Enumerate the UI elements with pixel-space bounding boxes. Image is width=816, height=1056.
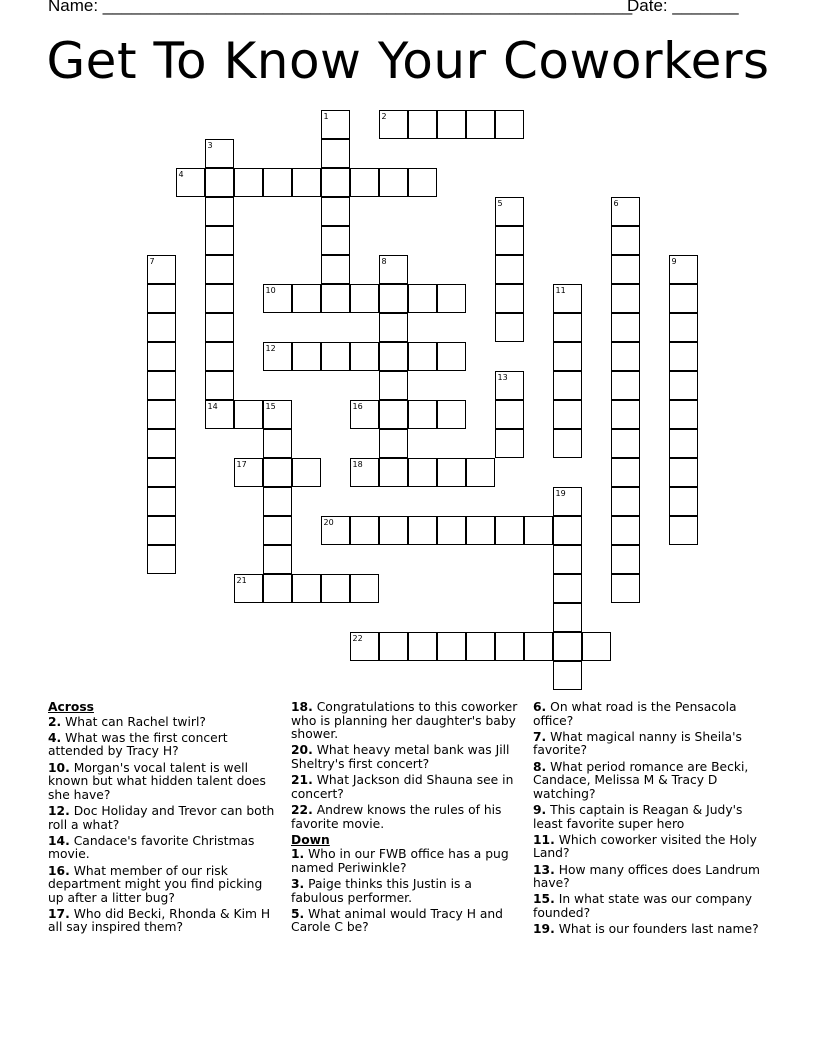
grid-cell[interactable] xyxy=(379,458,408,487)
clue-number: 18. xyxy=(291,700,313,714)
grid-cell[interactable] xyxy=(234,574,263,603)
clue-text: What is our founders last name? xyxy=(554,922,759,937)
grid-cell[interactable] xyxy=(466,632,495,661)
grid-cell[interactable] xyxy=(234,168,263,197)
grid-cell[interactable] xyxy=(611,371,640,400)
grid-cell[interactable] xyxy=(147,516,176,545)
grid-cell[interactable] xyxy=(263,516,292,545)
grid-cell[interactable] xyxy=(350,342,379,371)
clue-number: 12. xyxy=(48,803,70,818)
grid-cell[interactable] xyxy=(669,255,698,284)
clue-text: What Jackson did Shauna see in concert? xyxy=(291,773,514,801)
grid-cell[interactable] xyxy=(379,400,408,429)
grid-cell[interactable] xyxy=(524,632,553,661)
grid-cell[interactable] xyxy=(611,255,640,284)
grid-cell[interactable] xyxy=(147,342,176,371)
grid-cell[interactable] xyxy=(408,516,437,545)
clue-item xyxy=(291,848,523,875)
clue-text: Who in our FWB office has a pug named Periwinkle? xyxy=(291,847,509,875)
clue-item xyxy=(291,908,523,935)
grid-cell[interactable] xyxy=(205,226,234,255)
grid-cell[interactable] xyxy=(437,458,466,487)
clue-number: 7 xyxy=(149,257,155,266)
clue-number: 9 xyxy=(671,257,677,266)
clue-item xyxy=(291,774,523,801)
grid-cell[interactable] xyxy=(495,429,524,458)
grid-cell[interactable] xyxy=(408,632,437,661)
grid-cell[interactable] xyxy=(350,168,379,197)
clue-text: Candace's favorite Christmas movie. xyxy=(48,833,255,862)
clue-number: 12 xyxy=(265,344,276,353)
clue-number: 2. xyxy=(48,714,62,729)
clue-number: 22. xyxy=(291,802,313,817)
grid-cell[interactable] xyxy=(553,313,582,342)
grid-cell[interactable] xyxy=(321,342,350,371)
grid-cell[interactable] xyxy=(611,284,640,313)
grid-cell[interactable] xyxy=(495,284,524,313)
grid-cell[interactable] xyxy=(611,487,640,516)
grid-cell[interactable] xyxy=(553,284,582,313)
clue-number: 2 xyxy=(381,112,387,121)
grid-cell[interactable] xyxy=(350,632,379,661)
grid-cell[interactable] xyxy=(553,371,582,400)
grid-cell[interactable] xyxy=(205,371,234,400)
grid-cell[interactable] xyxy=(147,487,176,516)
clue-item xyxy=(48,732,280,759)
clue-number: 1. xyxy=(291,847,305,862)
clue-item xyxy=(291,701,523,742)
clue-text: What animal would Tracy H and Carole C be? xyxy=(291,906,503,935)
grid-cell[interactable] xyxy=(292,458,321,487)
clue-text: In what state was our company founded? xyxy=(533,892,753,920)
clue-text: How many offices does Landrum have? xyxy=(533,862,761,891)
grid-cell[interactable] xyxy=(437,284,466,313)
grid-cell[interactable] xyxy=(321,516,350,545)
clue-number: 19. xyxy=(533,922,555,937)
grid-cell[interactable] xyxy=(495,400,524,429)
grid-cell[interactable] xyxy=(205,400,234,429)
clue-number: 11 xyxy=(555,286,566,295)
grid-cell[interactable] xyxy=(553,429,582,458)
clue-column-2 xyxy=(291,701,523,938)
grid-cell[interactable] xyxy=(437,400,466,429)
grid-cell[interactable] xyxy=(495,516,524,545)
grid-cell[interactable] xyxy=(379,255,408,284)
page-title: Get To Know Your Coworkers xyxy=(46,32,770,90)
clue-column-3 xyxy=(533,701,773,939)
clue-number: 20 xyxy=(323,518,334,527)
clue-item xyxy=(533,731,773,758)
grid-cell[interactable] xyxy=(350,516,379,545)
grid-cell[interactable] xyxy=(321,226,350,255)
grid-cell[interactable] xyxy=(147,284,176,313)
grid-cell[interactable] xyxy=(611,197,640,226)
clue-item xyxy=(533,923,773,937)
clue-number: 9. xyxy=(533,802,547,817)
grid-cell[interactable] xyxy=(263,458,292,487)
clue-text: Doc Holiday and Trevor can both roll a what? xyxy=(48,803,275,832)
clue-number: 6. xyxy=(533,700,547,714)
grid-cell[interactable] xyxy=(147,371,176,400)
grid-cell[interactable] xyxy=(147,429,176,458)
grid-cell[interactable] xyxy=(408,400,437,429)
clue-number: 7. xyxy=(533,729,547,744)
grid-cell[interactable] xyxy=(408,284,437,313)
clue-item xyxy=(291,744,523,771)
grid-cell[interactable] xyxy=(611,226,640,255)
grid-cell[interactable] xyxy=(147,313,176,342)
clue-number: 13 xyxy=(497,373,508,382)
grid-cell[interactable] xyxy=(669,400,698,429)
clue-number: 15 xyxy=(265,402,276,411)
clue-text: Which coworker visited the Holy Land? xyxy=(533,832,757,861)
grid-cell[interactable] xyxy=(292,284,321,313)
grid-cell[interactable] xyxy=(263,545,292,574)
grid-cell[interactable] xyxy=(263,284,292,313)
grid-cell[interactable] xyxy=(234,458,263,487)
clue-number: 10. xyxy=(48,760,70,775)
clue-item xyxy=(533,761,773,802)
grid-cell[interactable] xyxy=(495,197,524,226)
clue-text: Paige thinks this Justin is a fabulous performer. xyxy=(291,877,472,905)
grid-cell[interactable] xyxy=(437,516,466,545)
grid-cell[interactable] xyxy=(611,458,640,487)
grid-cell[interactable] xyxy=(350,574,379,603)
grid-cell[interactable] xyxy=(437,342,466,371)
grid-cell[interactable] xyxy=(379,516,408,545)
clue-number: 21. xyxy=(291,773,313,788)
grid-cell[interactable] xyxy=(495,255,524,284)
grid-cell[interactable] xyxy=(205,313,234,342)
clue-text: What magical nanny is Sheila's favorite? xyxy=(533,729,742,758)
grid-cell[interactable] xyxy=(466,110,495,139)
grid-cell[interactable] xyxy=(321,574,350,603)
clue-item xyxy=(48,716,280,730)
grid-cell[interactable] xyxy=(263,168,292,197)
grid-cell[interactable] xyxy=(553,632,582,661)
grid-cell[interactable] xyxy=(321,197,350,226)
clue-number: 13. xyxy=(533,862,555,877)
clue-number: 17. xyxy=(48,906,70,921)
grid-cell[interactable] xyxy=(379,313,408,342)
clue-item xyxy=(533,804,773,831)
grid-cell[interactable] xyxy=(669,313,698,342)
grid-cell[interactable] xyxy=(669,516,698,545)
clue-number: 20. xyxy=(291,743,313,758)
clue-number: 3 xyxy=(207,141,213,150)
grid-cell[interactable] xyxy=(379,168,408,197)
grid-cell[interactable] xyxy=(205,255,234,284)
clue-number: 14. xyxy=(48,833,70,848)
grid-cell[interactable] xyxy=(495,110,524,139)
grid-cell[interactable] xyxy=(553,545,582,574)
clue-number: 16 xyxy=(352,402,363,411)
grid-cell[interactable] xyxy=(495,226,524,255)
clue-number: 5. xyxy=(291,906,305,921)
clue-number: 18 xyxy=(352,460,363,469)
grid-cell[interactable] xyxy=(611,545,640,574)
clue-number: 21 xyxy=(236,576,247,585)
clue-text: What was the first concert attended by Tracy H? xyxy=(48,730,228,759)
grid-cell[interactable] xyxy=(321,168,350,197)
grid-cell[interactable] xyxy=(379,342,408,371)
grid-cell[interactable] xyxy=(205,342,234,371)
grid-cell[interactable] xyxy=(147,545,176,574)
clue-text: Andrew knows the rules of his favorite movie. xyxy=(291,802,502,831)
grid-cell[interactable] xyxy=(437,632,466,661)
grid-cell[interactable] xyxy=(553,487,582,516)
grid-cell[interactable] xyxy=(350,458,379,487)
grid-cell[interactable] xyxy=(350,400,379,429)
clue-text: Congratulations to this coworker who is planning her daughter's baby shower. xyxy=(291,700,518,742)
grid-cell[interactable] xyxy=(553,661,582,690)
clue-number: 15. xyxy=(533,892,555,907)
clue-item xyxy=(48,865,280,906)
grid-cell[interactable] xyxy=(669,371,698,400)
grid-cell[interactable] xyxy=(611,400,640,429)
clue-text: What period romance are Becki, Candace, Melissa M & Tracy D watching? xyxy=(533,759,749,801)
clue-number: 6 xyxy=(613,199,619,208)
grid-cell[interactable] xyxy=(350,284,379,313)
grid-cell[interactable] xyxy=(408,458,437,487)
grid-cell[interactable] xyxy=(263,400,292,429)
clue-column-1 xyxy=(48,701,280,938)
grid-cell[interactable] xyxy=(495,632,524,661)
grid-cell[interactable] xyxy=(147,458,176,487)
clue-text: What heavy metal bank was Jill Sheltry's first concert? xyxy=(291,743,510,771)
clue-item xyxy=(48,805,280,832)
clue-number: 16. xyxy=(48,863,70,878)
grid-cell[interactable] xyxy=(408,342,437,371)
grid-cell[interactable] xyxy=(379,429,408,458)
grid-cell[interactable] xyxy=(611,342,640,371)
grid-cell[interactable] xyxy=(611,574,640,603)
grid-cell[interactable] xyxy=(669,487,698,516)
clue-item xyxy=(48,908,280,935)
clue-item xyxy=(48,835,280,862)
grid-cell[interactable] xyxy=(321,255,350,284)
clue-number: 5 xyxy=(497,199,503,208)
clue-number: 3. xyxy=(291,877,305,892)
grid-cell[interactable] xyxy=(147,400,176,429)
clue-number: 4. xyxy=(48,730,62,745)
grid-cell[interactable] xyxy=(321,284,350,313)
clue-text: Who did Becki, Rhonda & Kim H all say inspired them? xyxy=(48,906,271,935)
down-heading: Down xyxy=(291,832,330,847)
across-heading: Across xyxy=(48,700,94,714)
clue-number: 19 xyxy=(555,489,566,498)
clue-text: What can Rachel twirl? xyxy=(61,714,206,729)
grid-cell[interactable] xyxy=(379,371,408,400)
date-field[interactable]: Date: _______ xyxy=(627,0,739,15)
grid-cell[interactable] xyxy=(582,632,611,661)
grid-cell[interactable] xyxy=(263,574,292,603)
grid-cell[interactable] xyxy=(611,429,640,458)
grid-cell[interactable] xyxy=(611,516,640,545)
grid-cell[interactable] xyxy=(234,400,263,429)
clue-number: 11. xyxy=(533,832,555,847)
grid-cell[interactable] xyxy=(611,313,640,342)
clue-item xyxy=(533,864,773,891)
grid-cell[interactable] xyxy=(176,168,205,197)
clue-item xyxy=(533,834,773,861)
grid-cell[interactable] xyxy=(495,371,524,400)
clue-text: What member of our risk department might you find picking up after a litter bug? xyxy=(48,863,263,905)
clue-item xyxy=(533,893,773,920)
clue-text: On what road is the Pensacola office? xyxy=(533,700,737,728)
grid-cell[interactable] xyxy=(263,342,292,371)
clue-number: 8. xyxy=(533,759,547,774)
clue-text: Morgan's vocal talent is well known but what hidden talent does she have? xyxy=(48,760,266,802)
grid-cell[interactable] xyxy=(553,342,582,371)
clue-item xyxy=(533,701,773,728)
clue-item xyxy=(291,878,523,905)
grid-cell[interactable] xyxy=(205,168,234,197)
clue-number: 22 xyxy=(352,634,363,643)
grid-cell[interactable] xyxy=(669,342,698,371)
clue-number: 1 xyxy=(323,112,329,121)
grid-cell[interactable] xyxy=(669,458,698,487)
grid-cell[interactable] xyxy=(379,110,408,139)
clue-text: This captain is Reagan & Judy's least favorite super hero xyxy=(533,802,743,831)
grid-cell[interactable] xyxy=(553,400,582,429)
grid-cell[interactable] xyxy=(495,313,524,342)
grid-cell[interactable] xyxy=(263,487,292,516)
clue-item xyxy=(291,804,523,831)
grid-cell[interactable] xyxy=(466,458,495,487)
grid-cell[interactable] xyxy=(292,574,321,603)
clue-number: 14 xyxy=(207,402,218,411)
grid-cell[interactable] xyxy=(408,168,437,197)
clue-number: 4 xyxy=(178,170,184,179)
grid-cell[interactable] xyxy=(466,516,495,545)
grid-cell[interactable] xyxy=(205,284,234,313)
grid-cell[interactable] xyxy=(553,603,582,632)
grid-cell[interactable] xyxy=(379,284,408,313)
grid-cell[interactable] xyxy=(205,139,234,168)
grid-cell[interactable] xyxy=(263,429,292,458)
grid-cell[interactable] xyxy=(553,516,582,545)
grid-cell[interactable] xyxy=(408,110,437,139)
grid-cell[interactable] xyxy=(205,197,234,226)
name-field[interactable]: Name: ________________________________________________________ xyxy=(48,0,633,15)
clue-item xyxy=(48,762,280,803)
grid-cell[interactable] xyxy=(292,342,321,371)
clue-number: 8 xyxy=(381,257,387,266)
grid-cell[interactable] xyxy=(669,284,698,313)
grid-cell[interactable] xyxy=(524,516,553,545)
clue-number: 17 xyxy=(236,460,247,469)
grid-cell[interactable] xyxy=(437,110,466,139)
grid-cell[interactable] xyxy=(321,139,350,168)
grid-cell[interactable] xyxy=(669,429,698,458)
grid-cell[interactable] xyxy=(379,632,408,661)
grid-cell[interactable] xyxy=(147,255,176,284)
grid-cell[interactable] xyxy=(553,574,582,603)
grid-cell[interactable] xyxy=(321,110,350,139)
clue-number: 10 xyxy=(265,286,276,295)
grid-cell[interactable] xyxy=(292,168,321,197)
